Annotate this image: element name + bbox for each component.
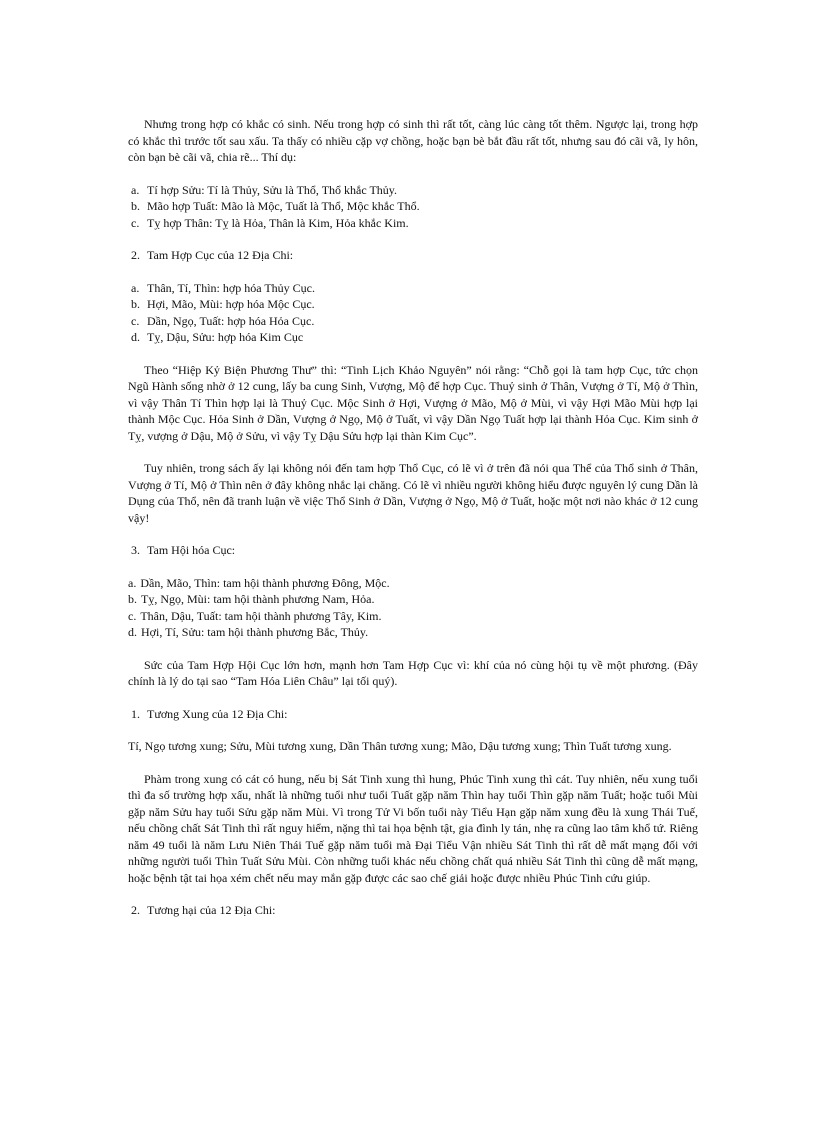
list-item [128,591,698,608]
list-marker: c. [128,608,137,623]
list-item-text: Mão hợp Tuất: Mão là Mộc, Tuất là Thổ, Mộc khắc Thổ. [147,199,420,213]
paragraph-intro: Nhưng trong hợp có khắc có sinh. Nếu trong hợp có sinh thì rất tốt, càng lúc càng tốt thêm. Ngược lại, trong hợp có khắc thì trước tốt sau xấu. Ta thấy có nhiều cặp vợ chồng, hoặc bạn bè bắt đầu rất tốt, nhưng sau đó cãi vã, ly hôn, còn bạn bè cãi vã, chia rẽ... Thí dụ: [128,117,698,164]
list-item [128,296,698,313]
list-item [128,215,698,232]
section-heading-tam-hop [128,247,698,264]
list-tam-hop [128,280,698,346]
heading-text: Tam Hội hóa Cục: [147,543,236,557]
heading-number: 2. [131,248,140,262]
list-item-text: Thân, Dậu, Tuất: tam hội thành phương Tây, Kim. [140,608,382,623]
list-item-text: Tỵ hợp Thân: Tỵ là Hỏa, Thân là Kim, Hỏa khắc Kim. [147,215,409,230]
list-item-text: Hợi, Mão, Mùi: hợp hóa Mộc Cục. [147,297,315,311]
section-heading-tam-hoi [128,542,698,559]
heading-text: Tương hại của 12 Địa Chi: [147,903,276,917]
list-item-text: Hợi, Tí, Sửu: tam hội thành phương Bắc, Thủy. [141,625,369,639]
list-tam-hoi [128,575,698,641]
section-heading-tuong-xung [128,706,698,723]
list-marker: b. [131,199,140,213]
paragraph-tho-cuc: Tuy nhiên, trong sách ấy lại không nói đến tam hợp Thổ Cục, có lẽ vì ở trên đã nói qua Thể của Thổ sinh ở Thân, Vượng ở Tí, Mộ ở Thìn nên ở đây không nhắc lại chăng. Có lẽ vì nhiều người không hiểu được nguyên lý cung Dần là Dụng của Thổ, nên đã tranh luận về việc Thổ Sinh ở Dần, Vượng ở Ngọ, Mộ ở Tuất, hoặc một nơi nào khác ở 12 cung vậy! [128,461,698,525]
list-khac-examples [128,182,698,232]
heading-number: 3. [131,543,140,557]
list-item [128,280,698,297]
list-marker: a. [131,280,140,295]
list-item-text: Thân, Tí, Thìn: hợp hóa Thủy Cục. [147,280,315,295]
list-item [128,329,698,346]
document-page [128,116,698,935]
list-item [128,575,698,592]
list-item [128,313,698,330]
list-marker: c. [131,215,140,230]
paragraph-suc-tam-hop: Sức của Tam Hợp Hội Cục lớn hơn, mạnh hơn Tam Hợp Cục vì: khí của nó cùng hội tụ về một phương. (Đây chính là lý do tại sao “Tam Hóa Liên Châu” lại tối quý). [128,657,698,688]
heading-text: Tam Hợp Cục của 12 Địa Chi: [147,248,294,262]
paragraph-hiep-ky: Theo “Hiệp Kỷ Biện Phương Thư” thì: “Tinh Lịch Khảo Nguyên” nói rằng: “Chỗ gọi là tam hợp Cục, tức chọn Ngũ Hành sống nhờ ở 12 cung, lấy ba cung Sinh, Vượng, Mộ để hợp Cục. Thuỷ sinh ở Thân, Vượng ở Tí, Mộ ở Thìn, vì vậy Thân Tí Thìn hợp lại là Thuỷ Cục. Mộc Sinh ở Hợi, Vượng ở Mão, Mộ ở Mùi, vì vậy Hợi Mão Mùi hợp lại thành Mộc Cục. Hỏa Sinh ở Dần, Vượng ở Ngọ, Mộ ở Tuất, vì vậy Dần Ngọ Tuất hợp lại thành Hỏa Cục. Kim sinh ở Tỵ, vượng ở Dậu, Mộ ở Sửu, vì vậy Tỵ Dậu Sửu hợp lại thàn Kim Cục”. [128,362,698,443]
heading-text: Tương Xung của 12 Địa Chi: [147,706,288,721]
list-marker: a. [128,575,137,590]
list-item-text: Tỵ, Ngọ, Mùi: tam hội thành phương Nam, Hỏa. [141,592,375,606]
list-item [128,624,698,641]
heading-number: 1. [131,706,140,721]
list-item-text: Tí hợp Sửu: Tí là Thủy, Sửu là Thổ, Thổ khắc Thủy. [147,182,398,197]
list-item [128,198,698,215]
list-marker: a. [131,182,140,197]
heading-number: 2. [131,903,140,917]
list-marker: b. [131,297,140,311]
list-marker: b. [128,592,137,606]
paragraph-xung-pairs: Tí, Ngọ tương xung; Sửu, Mùi tương xung, Dần Thân tương xung; Mão, Dậu tương xung; Thìn Tuất tương xung. [128,739,672,753]
list-item [128,182,698,199]
list-item-text: Tỵ, Dậu, Sửu: hợp hóa Kim Cục [147,330,304,344]
list-marker: c. [131,313,140,328]
list-item [128,608,698,625]
list-item-text: Dần, Mão, Thìn: tam hội thành phương Đông, Mộc. [140,575,390,590]
section-heading-tuong-hai [128,902,698,919]
paragraph-pham-trong-xung: Phàm trong xung có cát có hung, nếu bị Sát Tinh xung thì hung, Phúc Tinh xung thì cát. Tuy nhiên, nếu xung tuổi thì đa số trường hợp xấu, nhất là những tuổi như tuổi Tuất gặp năm Thìn hay tuổi Thìn gặp năm Tuất; hoặc tuổi Mùi gặp năm Sửu hay tuổi Sửu gặp năm Mùi. Vì trong Tử Vi bốn tuổi này Tiểu Hạn gặp năm xung đều là xung Thái Tuế, nếu chồng chất Sát Tinh thì rất nguy hiểm, nặng thì tai họa bệnh tật, gia đình ly tán, nhẹ ra cũng lao tâm khổ tứ. Riêng năm 49 tuổi là năm Lưu Niên Thái Tuế gặp năm tuổi mà Đại Tiểu Vận nhiều Sát Tinh thì rất dễ mất mạng đối với những người tuổi Thìn Tuất Sửu Mùi. Còn những tuổi khác nếu chồng chất quá nhiều Sát Tinh thì cũng dễ mất mạng, hoặc bệnh tật tai họa xém chết nếu may mắn gặp được các sao chế giải hoặc được nhiều Phúc Tinh cứu giúp. [128,771,698,885]
list-marker: d. [131,330,140,344]
list-item-text: Dần, Ngọ, Tuất: hợp hóa Hỏa Cục. [147,313,315,328]
list-marker: d. [128,625,137,639]
